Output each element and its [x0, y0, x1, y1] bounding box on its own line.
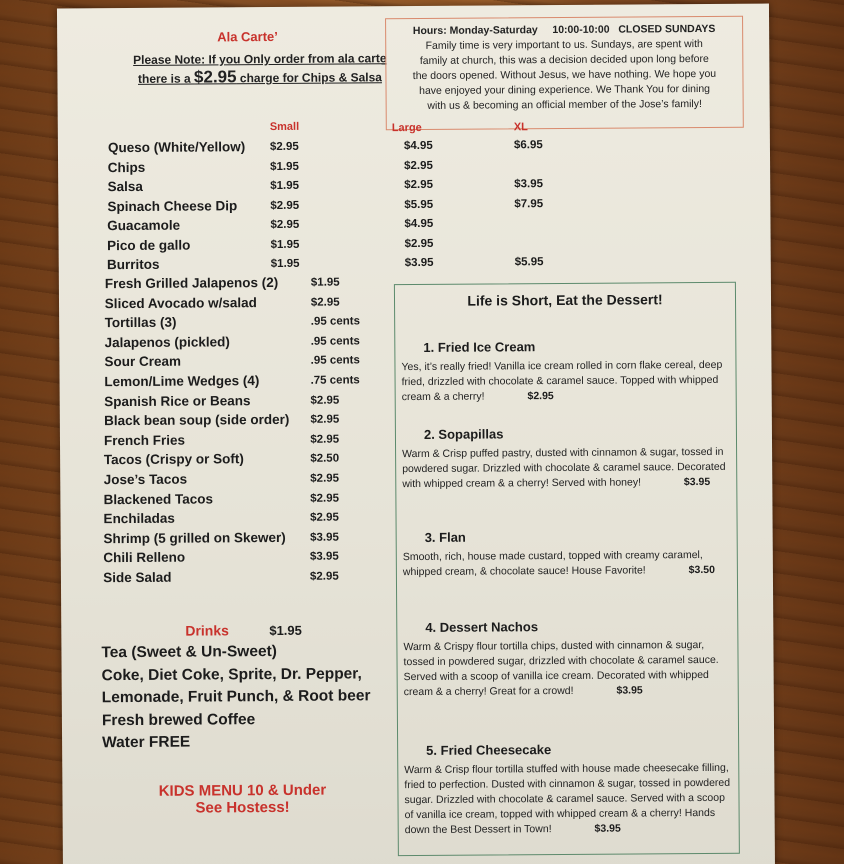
dessert-price: $2.95 — [527, 390, 554, 403]
dessert-item — [403, 618, 734, 700]
menu-item-price: .95 cents — [310, 354, 360, 368]
menu-item-name: Queso (White/Yellow) — [107, 139, 246, 156]
dessert-title: Life is Short, Eat the Dessert! — [467, 291, 663, 309]
price-large: $2.95 — [404, 159, 433, 172]
price-small: $1.95 — [270, 179, 300, 193]
menu-item-name: Shrimp (5 grilled on Skewer) — [103, 529, 286, 546]
dessert-item — [401, 338, 731, 405]
drink-line: Tea (Sweet & Un-Sweet) — [101, 642, 277, 662]
menu-item-name: Jalapenos (pickled) — [104, 334, 230, 350]
menu-item-price: .95 cents — [310, 335, 360, 348]
menu-item-price: $3.95 — [309, 550, 339, 564]
ala-carte-note — [127, 50, 392, 88]
menu-item-price: $2.95 — [310, 472, 340, 485]
drinks-title: Drinks — [185, 622, 229, 639]
menu-item-price: $2.95 — [310, 433, 340, 446]
price-large: $2.95 — [404, 178, 434, 192]
menu-item-name: Chili Relleno — [103, 550, 186, 566]
price-large: $5.95 — [404, 198, 434, 211]
hours-title: Hours: Monday-Saturday 10:00-10:00 CLOSED SUNDAYS — [412, 22, 716, 38]
dessert-description: Warm & Crisp flour tortilla stuffed with house made cheesecake filling, fried to perfection. Dusted with cinnamon & sugar, tossed in powdered sugar. Drizzled with chocolate & caramel sauce. Served with a scoop of vanilla ice cream, topped with whipped cream & a cherry! Hands down the Best Dessert in Town! $3.95 — [404, 761, 731, 837]
price-large: $2.95 — [404, 237, 434, 250]
dessert-box — [394, 282, 740, 856]
menu-item-name: Enchiladas — [103, 510, 175, 527]
drink-line: Lemonade, Fruit Punch, & Root beer — [101, 687, 371, 707]
hours-line: the doors opened. Without Jesus, we have nothing. We hope you — [412, 67, 717, 83]
menu-item-name: Sliced Avocado w/salad — [104, 294, 257, 311]
menu-item-price: $2.95 — [310, 413, 340, 426]
menu-item-name: Tacos (Crispy or Soft) — [103, 451, 244, 468]
price-large: $3.95 — [404, 256, 434, 270]
menu-item-name: Spinach Cheese Dip — [107, 197, 238, 214]
menu-item-name: Spanish Rice or Beans — [104, 392, 251, 409]
dessert-description: Smooth, rich, house made custard, topped with creamy caramel, whipped cream, & chocolate sauce! House Favorite! $3.50 — [402, 549, 715, 579]
menu-item-name: Pico de gallo — [107, 237, 191, 253]
menu-item-price: .75 cents — [310, 374, 360, 387]
menu-item-name: Blackened Tacos — [103, 491, 214, 507]
dessert-name: 4. Dessert Nachos — [425, 619, 539, 635]
menu-item-price: $2.95 — [310, 296, 340, 309]
menu-item-name: Tortillas (3) — [104, 314, 177, 331]
hours-message — [392, 37, 737, 114]
dessert-name: 2. Sopapillas — [423, 426, 504, 442]
menu-item-price: $1.95 — [310, 276, 340, 289]
menu-item-price: $2.50 — [310, 452, 340, 466]
dessert-name: 3. Flan — [424, 529, 466, 545]
dessert-name: 1. Fried Ice Cream — [423, 339, 536, 355]
menu-item-price: $2.95 — [310, 492, 340, 505]
menu-item-price: $2.95 — [309, 570, 339, 583]
menu-item-name: French Fries — [103, 432, 186, 448]
dessert-price: $3.95 — [683, 475, 711, 489]
price-small: $1.95 — [270, 238, 300, 251]
price-xl: $3.95 — [514, 178, 544, 191]
dessert-item — [402, 425, 732, 492]
drink-line: Coke, Diet Coke, Sprite, Dr. Pepper, — [101, 664, 362, 684]
menu-item-price: .95 cents — [310, 315, 361, 328]
price-small: $2.95 — [269, 140, 299, 154]
kids-menu-line-1: KIDS MENU 10 & Under — [158, 781, 327, 800]
price-large: $4.95 — [403, 139, 433, 153]
hours-box — [385, 16, 744, 130]
menu-item-name: Salsa — [107, 178, 143, 195]
size-large-header: Large — [391, 121, 422, 135]
dessert-price: $3.95 — [594, 822, 621, 835]
price-xl: $7.95 — [514, 197, 544, 210]
menu-item-name: Guacamole — [107, 217, 181, 234]
menu-item-price: $2.95 — [310, 511, 339, 524]
kids-menu — [122, 781, 362, 817]
ala-carte-title: Ala Carte’ — [217, 28, 278, 45]
drink-line: Water FREE — [102, 733, 191, 752]
menu-item-name: Black bean soup (side order) — [104, 412, 290, 429]
hours-line: Family time is very important to us. Sundays, are spent with — [425, 37, 703, 52]
dessert-description: Warm & Crispy flour tortilla chips, dusted with cinnamon & sugar, tossed in powdered sugar, drizzled with chocolate & caramel sauce. Served with a scoop of vanilla ice cream. Decorated with whipped cream & a cherry! Great for a crowd! $3.95 — [403, 638, 719, 699]
hours-line: with us & becoming an official member of the Jose’s family! — [427, 97, 702, 112]
menu-item-name: Jose’s Tacos — [103, 471, 188, 488]
chips-charge: $2.95 — [193, 67, 237, 87]
menu-item-name: Side Salad — [103, 569, 172, 586]
price-xl: $5.95 — [514, 256, 544, 269]
menu-item-price: $3.95 — [310, 531, 339, 544]
menu-item-name: Fresh Grilled Jalapenos (2) — [104, 274, 279, 292]
menu-item-name: Chips — [107, 159, 146, 175]
menu-page — [57, 4, 775, 864]
size-xl-header: XL — [513, 121, 528, 134]
dessert-price: $3.95 — [616, 684, 643, 697]
price-small: $2.95 — [270, 199, 300, 212]
dessert-price: $3.50 — [688, 563, 715, 577]
kids-menu-line-2: See Hostess! — [195, 798, 290, 817]
dessert-description: Yes, it’s really fried! Vanilla ice cream rolled in corn flake cereal, deep fried, drizzled with chocolate & caramel sauce. Topped with whipped cream & a cherry! $2.95 — [401, 358, 723, 404]
hours-line: family at church, this was a decision decided upon long before — [419, 52, 709, 67]
menu-item-name: Burritos — [106, 256, 160, 273]
menu-item-name: Sour Cream — [104, 354, 182, 370]
dessert-item — [404, 741, 735, 838]
price-large: $4.95 — [404, 217, 434, 231]
drink-line: Fresh brewed Coffee — [101, 710, 256, 729]
note-line-2: there is a $2.95 charge for Chips & Salsa — [137, 67, 382, 87]
size-small-header: Small — [269, 120, 300, 134]
dessert-name: 5. Fried Cheesecake — [426, 742, 552, 758]
menu-item-price: $2.95 — [310, 394, 340, 407]
price-small: $2.95 — [270, 218, 300, 232]
note-line-1: Please Note: If you Only order from ala carte — [133, 51, 387, 67]
drinks-price: $1.95 — [269, 622, 302, 639]
price-xl: $6.95 — [513, 139, 543, 152]
dessert-description: Warm & Crisp puffed pastry, dusted with cinnamon & sugar, tossed in powdered sugar. Drizzled with chocolate & caramel sauce. Decorated with whipped cream & a cherry! Served with honey! $3.95 — [402, 445, 726, 491]
menu-item-name: Lemon/Lime Wedges (4) — [104, 373, 260, 390]
hours-line: have enjoyed your dining experience. We Thank You for dining — [419, 82, 711, 97]
price-small: $1.95 — [270, 257, 300, 271]
price-small: $1.95 — [270, 160, 299, 173]
dessert-item — [403, 528, 733, 580]
